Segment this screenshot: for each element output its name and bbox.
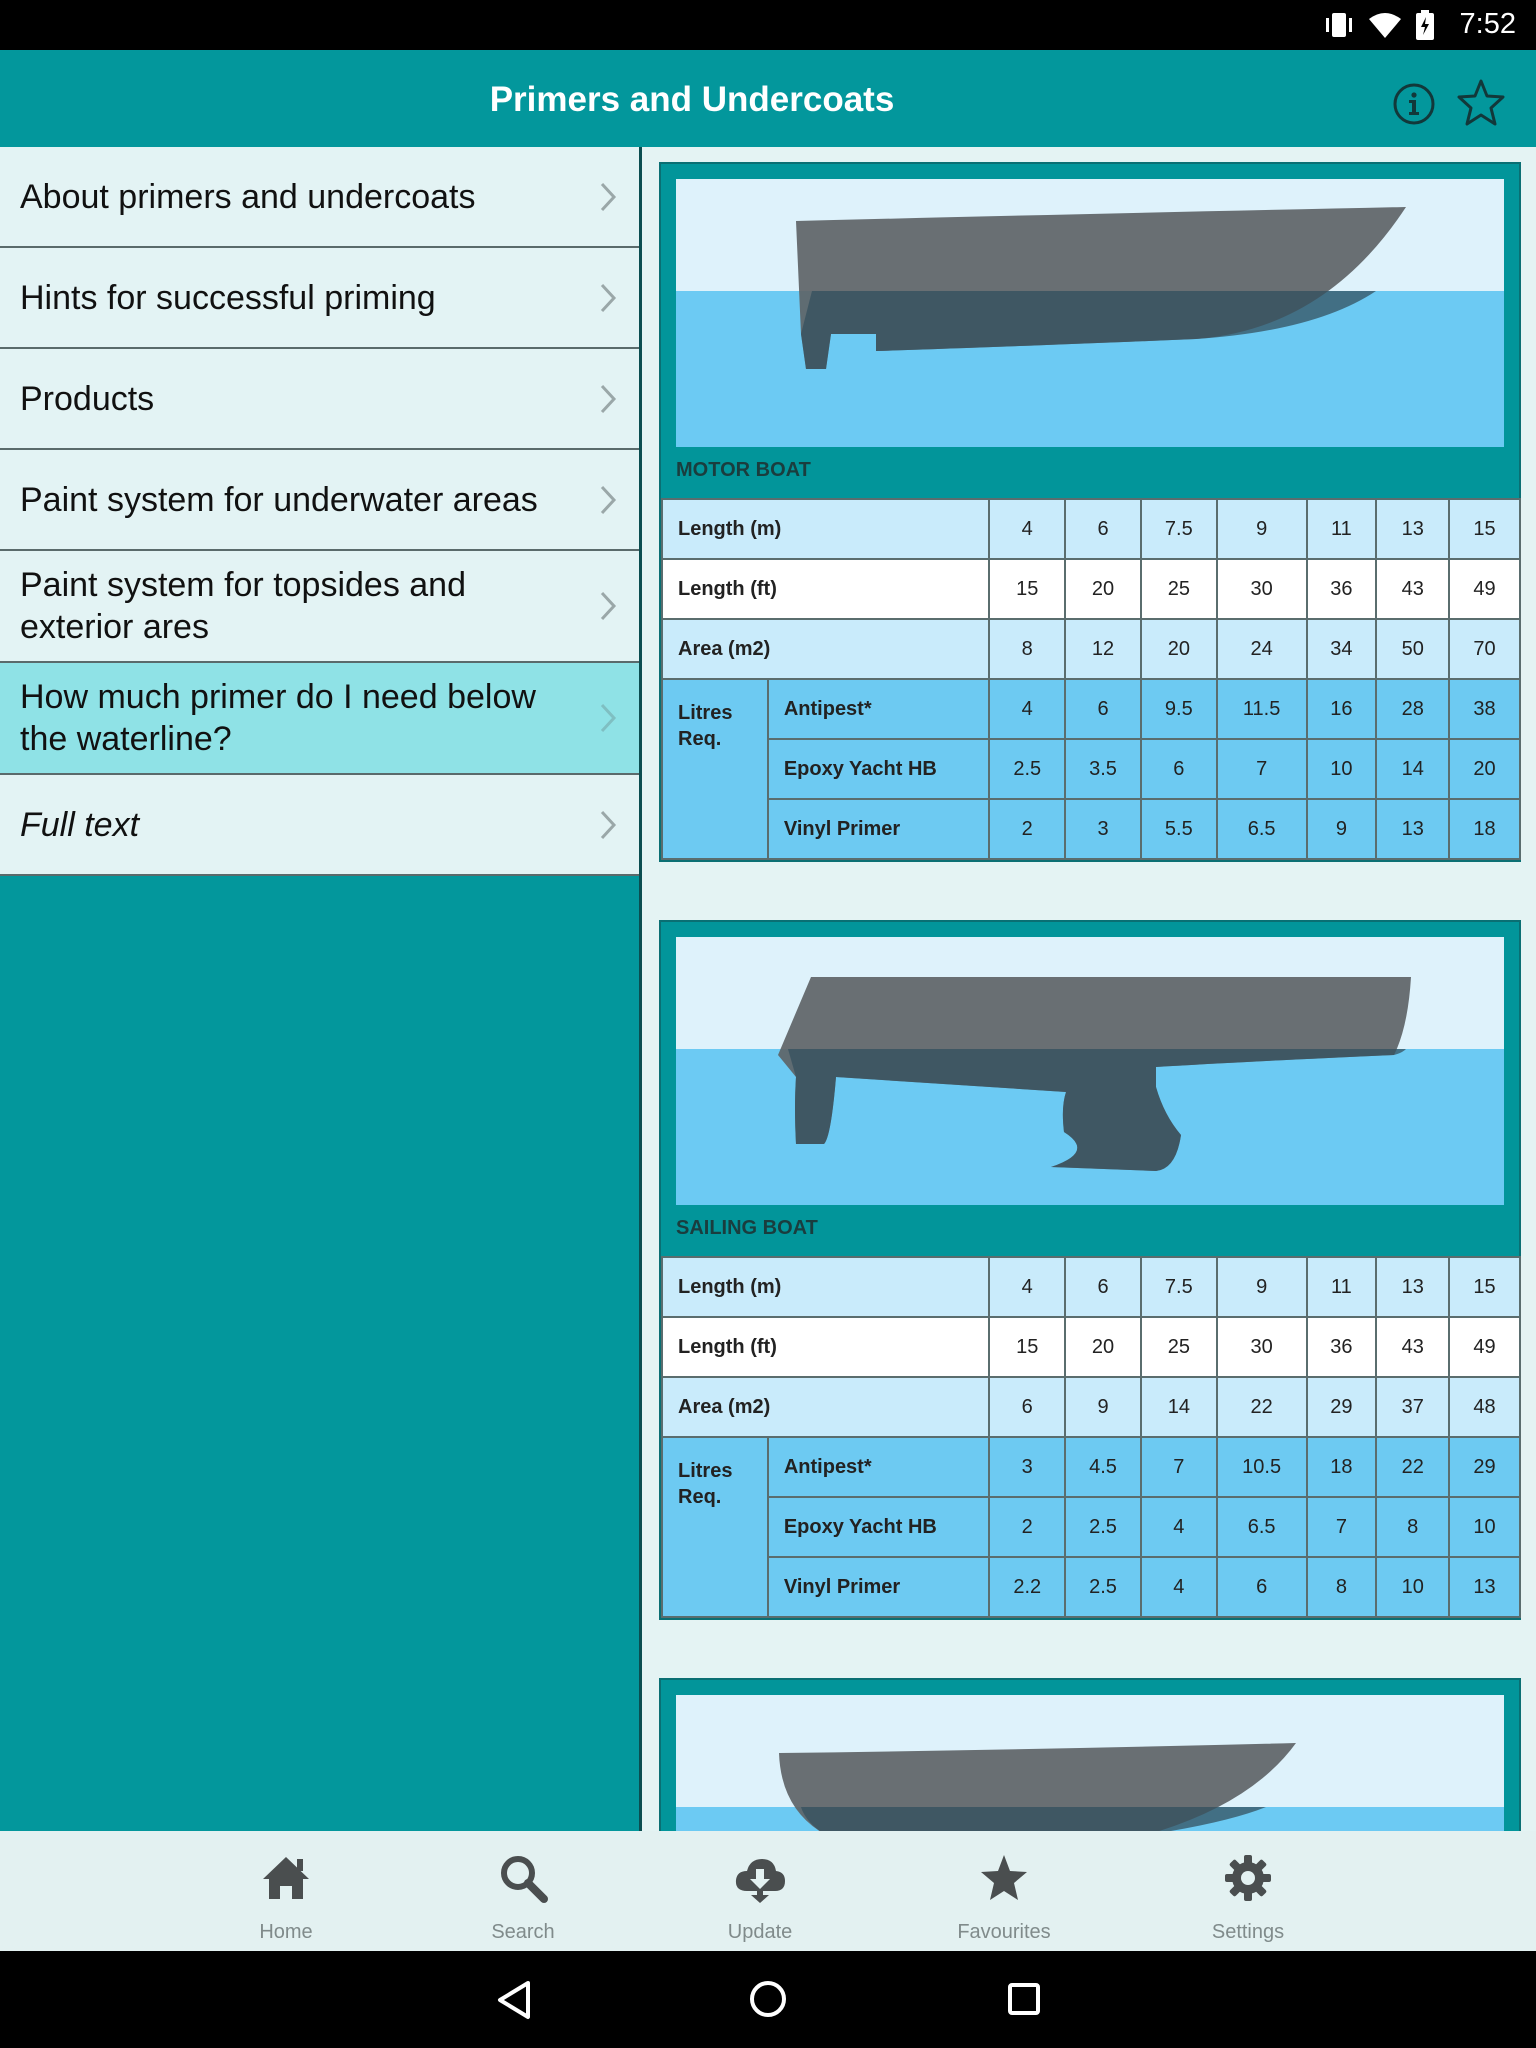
table-cell: 13 [1376, 799, 1449, 859]
table-cell: 13 [1376, 499, 1449, 559]
table-cell: 43 [1376, 1317, 1449, 1377]
table-cell: 3 [989, 1437, 1065, 1497]
product-label: Vinyl Primer [768, 799, 990, 859]
table-cell: 4 [989, 499, 1065, 559]
motor-boat-illustration [676, 179, 1504, 447]
menu-item-label: Products [20, 379, 155, 418]
chevron-right-icon [598, 590, 618, 622]
table-cell: 13 [1376, 1257, 1449, 1317]
chevron-right-icon [598, 484, 618, 516]
table-row [662, 1557, 1520, 1617]
table-cell: 6.5 [1217, 799, 1307, 859]
table-cell: 4 [1141, 1557, 1217, 1617]
table-cell: 6 [1217, 1557, 1307, 1617]
table-cell: 5.5 [1141, 799, 1217, 859]
table-cell: 9 [1065, 1377, 1141, 1437]
table-cell: 22 [1217, 1377, 1307, 1437]
system-navigation-bar [0, 1951, 1536, 2048]
nav-search[interactable] [433, 1831, 613, 1951]
table-cell: 8 [1376, 1497, 1449, 1557]
table-cell: 25 [1141, 1317, 1217, 1377]
table-cell: 28 [1376, 679, 1449, 739]
table-cell: 2.5 [1065, 1497, 1141, 1557]
nav-update-label: Update [727, 1921, 793, 1943]
table-cell: 43 [1376, 559, 1449, 619]
table-cell: 9.5 [1141, 679, 1217, 739]
primer-quantity-table [661, 1256, 1521, 1618]
row-label: Area (m2) [662, 619, 989, 679]
nav-favourites-label: Favourites [957, 1921, 1051, 1943]
product-label: Vinyl Primer [768, 1557, 990, 1617]
litres-req-label: Litres Req. [662, 1437, 768, 1617]
table-row [662, 1257, 1520, 1317]
table-row [662, 1317, 1520, 1377]
menu-item-full-text[interactable] [0, 775, 640, 876]
table-cell: 30 [1217, 1317, 1307, 1377]
table-cell: 20 [1141, 619, 1217, 679]
table-cell: 9 [1307, 799, 1377, 859]
table-cell: 18 [1449, 799, 1520, 859]
table-cell: 15 [1449, 1257, 1520, 1317]
table-row [662, 739, 1520, 799]
table-cell: 11 [1307, 1257, 1377, 1317]
product-label: Antipest* [768, 1437, 990, 1497]
table-cell: 34 [1307, 619, 1377, 679]
bottom-navigation [0, 1831, 1536, 1951]
table-cell: 20 [1449, 739, 1520, 799]
table-cell: 10 [1376, 1557, 1449, 1617]
table-row [662, 559, 1520, 619]
info-icon[interactable] [1392, 82, 1436, 126]
status-icons [1322, 10, 1436, 40]
nav-settings-label: Settings [1211, 1921, 1285, 1943]
table-cell: 4 [1141, 1497, 1217, 1557]
table-cell: 38 [1449, 679, 1520, 739]
table-cell: 6.5 [1217, 1497, 1307, 1557]
menu-item-hints[interactable] [0, 248, 640, 349]
nav-search-label: Search [491, 1921, 555, 1943]
status-time: 7:52 [1459, 8, 1516, 40]
table-cell: 4 [989, 679, 1065, 739]
table-cell: 2.5 [1065, 1557, 1141, 1617]
battery-icon [1414, 10, 1436, 40]
table-cell: 6 [1141, 739, 1217, 799]
table-cell: 14 [1376, 739, 1449, 799]
table-cell: 49 [1449, 1317, 1520, 1377]
menu-item-about[interactable] [0, 147, 640, 248]
table-row [662, 1437, 1520, 1497]
table-cell: 8 [989, 619, 1065, 679]
table-cell: 4 [989, 1257, 1065, 1317]
table-cell: 7 [1141, 1437, 1217, 1497]
menu-item-topsides[interactable] [0, 551, 640, 663]
table-cell: 30 [1217, 559, 1307, 619]
search-icon [496, 1851, 550, 1905]
table-cell: 15 [989, 559, 1065, 619]
table-cell: 25 [1141, 559, 1217, 619]
menu-item-label: Paint system for topsides and exterior ares [20, 566, 467, 646]
table-cell: 24 [1217, 619, 1307, 679]
product-label: Epoxy Yacht HB [768, 739, 990, 799]
vibrate-icon [1322, 11, 1356, 39]
table-cell: 6 [1065, 499, 1141, 559]
third-boat-illustration [676, 1695, 1504, 1831]
table-cell: 3.5 [1065, 739, 1141, 799]
nav-update[interactable] [670, 1831, 850, 1951]
row-label: Area (m2) [662, 1377, 989, 1437]
table-cell: 8 [1307, 1557, 1377, 1617]
menu-item-label: How much primer do I need below the waterline? [20, 678, 536, 758]
table-cell: 2 [989, 799, 1065, 859]
menu-item-label: Hints for successful priming [20, 278, 436, 317]
product-label: Epoxy Yacht HB [768, 1497, 990, 1557]
nav-favourites[interactable] [914, 1831, 1094, 1951]
table-cell: 10.5 [1217, 1437, 1307, 1497]
table-cell: 48 [1449, 1377, 1520, 1437]
table-row [662, 679, 1520, 739]
table-cell: 7.5 [1141, 1257, 1217, 1317]
table-cell: 7.5 [1141, 499, 1217, 559]
table-cell: 2 [989, 1497, 1065, 1557]
table-cell: 11.5 [1217, 679, 1307, 739]
table-cell: 22 [1376, 1437, 1449, 1497]
third-boat-card [659, 1678, 1521, 1831]
table-cell: 13 [1449, 1557, 1520, 1617]
table-cell: 20 [1065, 559, 1141, 619]
content-pane[interactable] [642, 147, 1536, 1831]
table-cell: 6 [1065, 1257, 1141, 1317]
status-bar [0, 0, 1536, 50]
table-cell: 36 [1307, 1317, 1377, 1377]
menu-item-label: Paint system for underwater areas [20, 480, 538, 519]
table-cell: 20 [1065, 1317, 1141, 1377]
table-cell: 12 [1065, 619, 1141, 679]
sailing-boat-card [659, 920, 1521, 1620]
star-icon [977, 1851, 1031, 1905]
chevron-right-icon [598, 282, 618, 314]
table-cell: 11 [1307, 499, 1377, 559]
chevron-right-icon [598, 702, 618, 734]
page-title: Primers and Undercoats [489, 80, 895, 119]
table-row [662, 799, 1520, 859]
table-cell: 3 [1065, 799, 1141, 859]
cloud-download-icon [733, 1851, 787, 1905]
chevron-right-icon [598, 383, 618, 415]
table-cell: 18 [1307, 1437, 1377, 1497]
product-label: Antipest* [768, 679, 990, 739]
table-caption: MOTOR BOAT [676, 459, 811, 481]
menu-item-underwater[interactable] [0, 450, 640, 551]
table-cell: 50 [1376, 619, 1449, 679]
table-cell: 4.5 [1065, 1437, 1141, 1497]
back-icon[interactable] [494, 1979, 534, 2021]
table-row [662, 619, 1520, 679]
nav-settings[interactable] [1158, 1831, 1338, 1951]
row-label: Length (ft) [662, 559, 989, 619]
table-row [662, 1377, 1520, 1437]
table-cell: 14 [1141, 1377, 1217, 1437]
motor-boat-card [659, 162, 1521, 862]
home-circle-icon[interactable] [748, 1979, 788, 2019]
table-cell: 70 [1449, 619, 1520, 679]
nav-home[interactable] [196, 1831, 376, 1951]
menu-item-primer-quantity[interactable] [0, 663, 640, 775]
sailing-boat-illustration [676, 937, 1504, 1205]
table-cell: 49 [1449, 559, 1520, 619]
primer-quantity-table [661, 498, 1521, 860]
table-cell: 29 [1307, 1377, 1377, 1437]
table-cell: 6 [1065, 679, 1141, 739]
table-cell: 7 [1307, 1497, 1377, 1557]
table-cell: 15 [989, 1317, 1065, 1377]
table-cell: 37 [1376, 1377, 1449, 1437]
row-label: Length (ft) [662, 1317, 989, 1377]
litres-req-label: Litres Req. [662, 679, 768, 859]
table-cell: 2.2 [989, 1557, 1065, 1617]
table-cell: 16 [1307, 679, 1377, 739]
chevron-right-icon [598, 181, 618, 213]
table-cell: 7 [1217, 739, 1307, 799]
favourite-star-icon[interactable] [1456, 78, 1506, 128]
row-label: Length (m) [662, 1257, 989, 1317]
table-cell: 10 [1449, 1497, 1520, 1557]
table-cell: 10 [1307, 739, 1377, 799]
topic-menu [0, 147, 640, 1831]
table-cell: 2.5 [989, 739, 1065, 799]
menu-item-label: About primers and undercoats [20, 177, 476, 216]
chevron-right-icon [598, 809, 618, 841]
nav-home-label: Home [259, 1921, 313, 1943]
table-cell: 36 [1307, 559, 1377, 619]
home-icon [259, 1851, 313, 1905]
table-cell: 29 [1449, 1437, 1520, 1497]
table-caption: SAILING BOAT [676, 1217, 818, 1239]
menu-item-products[interactable] [0, 349, 640, 450]
table-cell: 9 [1217, 1257, 1307, 1317]
recents-icon[interactable] [1006, 1981, 1042, 2017]
table-cell: 6 [989, 1377, 1065, 1437]
table-cell: 15 [1449, 499, 1520, 559]
gear-icon [1221, 1851, 1275, 1905]
table-row [662, 1497, 1520, 1557]
table-cell: 9 [1217, 499, 1307, 559]
table-row [662, 499, 1520, 559]
wifi-icon [1368, 11, 1402, 39]
menu-item-label: Full text [20, 805, 140, 844]
row-label: Length (m) [662, 499, 989, 559]
app-bar [0, 50, 1536, 147]
